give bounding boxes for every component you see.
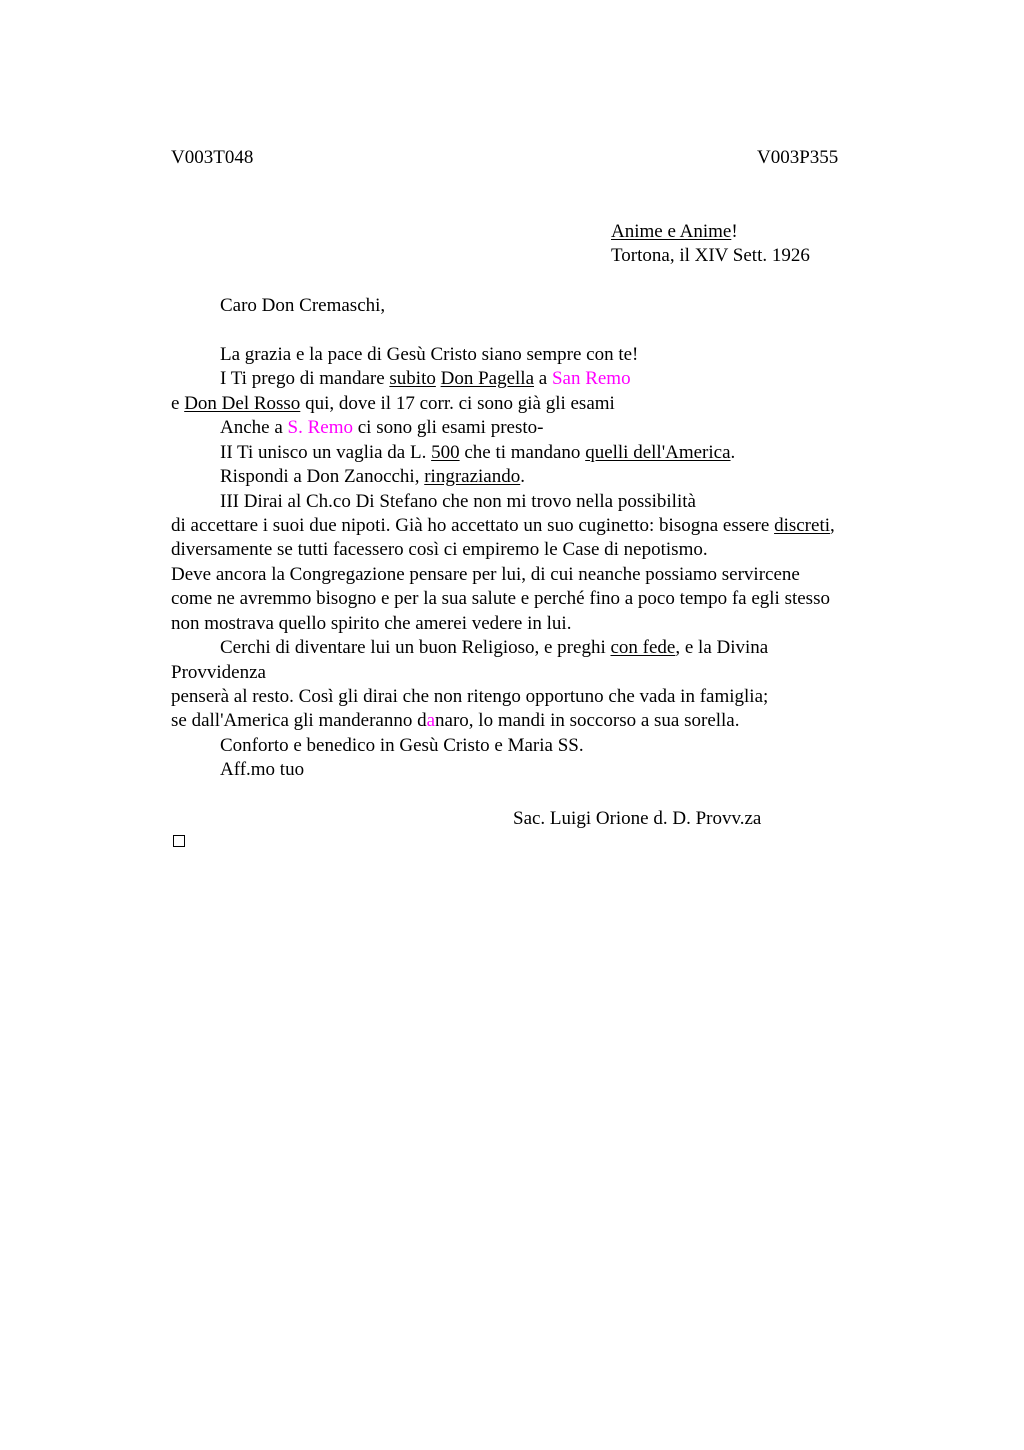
motto-tail: ! [731, 221, 738, 242]
letter-line-17: Conforto e benedico in Gesù Cristo e Maria SS. [220, 735, 584, 756]
letter-line-16 [171, 709, 740, 733]
letter-line-2 [220, 367, 631, 391]
text-run: ci sono gli esami presto- [352, 417, 544, 438]
letter-line-6 [220, 465, 525, 489]
text-run: . [730, 442, 736, 463]
underlined-run: Don Pagella [440, 368, 535, 389]
letter-line-8 [171, 514, 835, 538]
underlined-run: ringraziando [424, 466, 521, 487]
text-run: di accettare i suoi due nipoti. Già ho accettato un suo cuginetto: bisogna essere [171, 515, 775, 536]
text-run: qui, dove il 17 corr. ci sono già gli esami [300, 393, 615, 414]
motto [611, 220, 738, 244]
underlined-run: Don Del Rosso [184, 393, 301, 414]
underlined-run: discreti [774, 515, 831, 536]
text-run: se dall'America gli manderanno d [171, 710, 427, 731]
volume-code-left: V003T048 [171, 147, 254, 168]
letter-line-9: diversamente se tutti facessero così ci empiremo le Case di nepotismo. [171, 539, 708, 560]
text-run: , [830, 515, 835, 536]
highlighted-run: a [426, 710, 436, 731]
volume-code-right: V003P355 [757, 147, 839, 168]
letter-line-4 [220, 416, 543, 440]
letter-line-5 [220, 441, 735, 465]
underlined-run: quelli dell'America [585, 442, 731, 463]
letter-line-10: Deve ancora la Congregazione pensare per lui, di cui neanche possiamo servircene [171, 564, 800, 585]
greeting: Caro Don Cremaschi, [220, 295, 386, 316]
text-run: I Ti prego di mandare [220, 368, 390, 389]
letter-line-13 [220, 636, 768, 660]
underlined-run: con fede [610, 637, 676, 658]
letter-line-1: La grazia e la pace di Gesù Cristo siano sempre con te! [220, 344, 639, 365]
signature: Sac. Luigi Orione d. D. Provv.za [513, 808, 762, 829]
motto-text: Anime e Anime [611, 221, 732, 242]
letter-line-7: III Dirai al Ch.co Di Stefano che non mi trovo nella possibilità [220, 491, 696, 512]
text-run: . [520, 466, 525, 487]
letter-line-14: Provvidenza [171, 662, 266, 683]
text-run: Anche a [220, 417, 288, 438]
highlighted-run: San Remo [551, 368, 631, 389]
text-run: e [171, 393, 185, 414]
text-run: II Ti unisco un vaglia da L. [220, 442, 432, 463]
letter-line-12: non mostrava quello spirito che amerei vedere in lui. [171, 613, 572, 634]
text-run: Rispondi a Don Zanocchi, [220, 466, 425, 487]
text-run: naro, lo mandi in soccorso a sua sorella. [435, 710, 740, 731]
letter-line-11: come ne avremmo bisogno e per la sua salute e perché fino a poco tempo fa egli stesso [171, 588, 830, 609]
letter-line-18: Aff.mo tuo [220, 759, 305, 780]
text-run: Cerchi di diventare lui un buon Religioso, e preghi [220, 637, 611, 658]
highlighted-run: S. Remo [287, 417, 353, 438]
text-run: che ti mandano [459, 442, 586, 463]
text-run: a [534, 368, 552, 389]
text-run: , e la Divina [675, 637, 769, 658]
place-date: Tortona, il XIV Sett. 1926 [611, 245, 810, 266]
underlined-run: 500 [431, 442, 460, 463]
letter-line-3 [171, 392, 615, 416]
underlined-run: subito [389, 368, 436, 389]
letter-line-15: penserà al resto. Così gli dirai che non ritengo opportuno che vada in famiglia; [171, 686, 769, 707]
end-marker-box [173, 835, 185, 847]
